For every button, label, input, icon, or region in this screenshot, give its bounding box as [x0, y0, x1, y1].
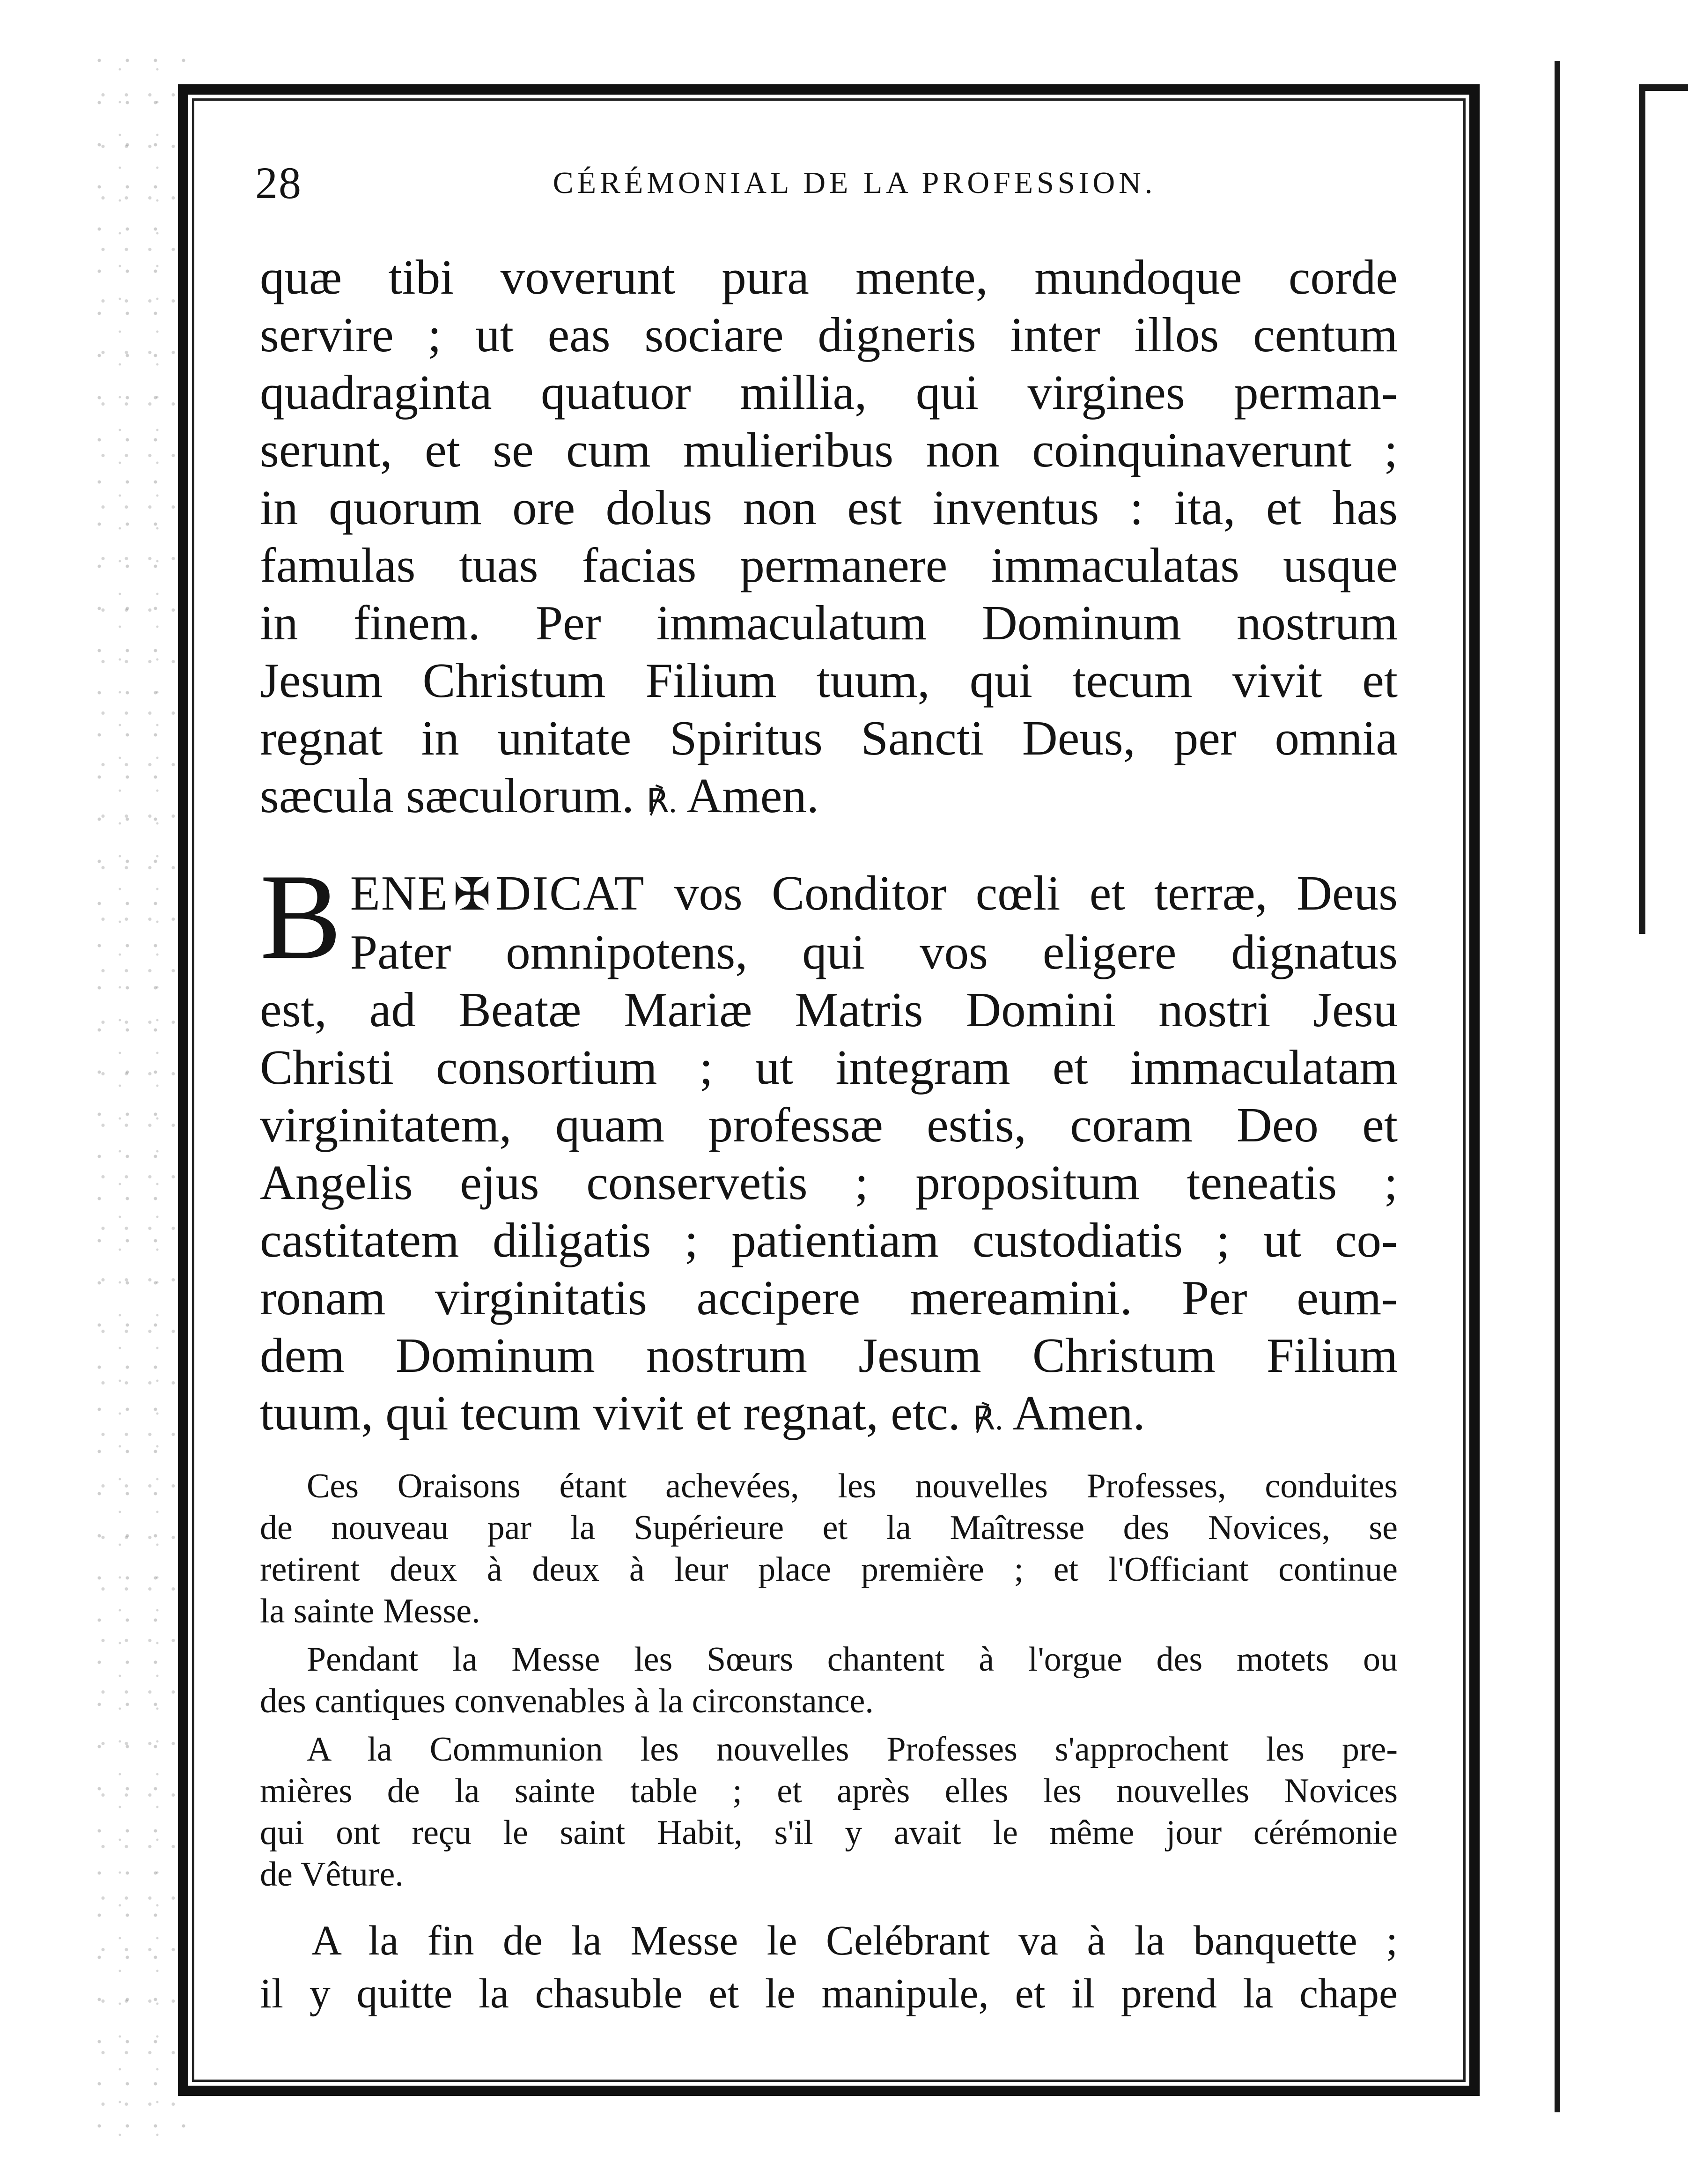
rubric-paragraph: [260, 1729, 1398, 1895]
closing-words: tuum, qui tecum vivit et regnat, etc.: [260, 1385, 960, 1440]
adjacent-page-frame: [1639, 84, 1688, 934]
scan-gutter-noise: [94, 56, 187, 2136]
text-line: Jesum Christum Filium tuum, qui tecum vivit et: [260, 653, 1398, 708]
rubric-instructions: [260, 1466, 1398, 1895]
text-line: regnat in unitate Spiritus Sancti Deus, per omnia: [260, 711, 1398, 765]
page-number: 28: [255, 158, 302, 208]
text-line-last: [260, 1384, 1398, 1448]
text-line: in quorum ore dolus non est inventus : ita, et has: [260, 480, 1398, 535]
rubric-line: retirent deux à deux à leur place première ; et l'Officiant continue: [260, 1550, 1398, 1589]
rubric-line: la sainte Messe.: [260, 1592, 480, 1630]
text-line: castitatem diligatis ; patientiam custodiatis ; ut co-: [260, 1213, 1398, 1267]
text-line: est, ad Beatæ Mariæ Matris Domini nostri Jesu: [260, 982, 1398, 1037]
rubric-line: de nouveau par la Supérieure et la Maîtresse des Novices, se: [260, 1509, 1398, 1547]
first-line-rest: vos Conditor cœli et terræ, Deus: [674, 866, 1398, 920]
cross-icon: ✠: [453, 869, 491, 919]
final-rubric: [260, 1914, 1398, 2020]
rubric-line: qui ont reçu le saint Habit, s'il y avait le même jour cérémonie: [260, 1814, 1398, 1852]
first-word-end: DICAT: [495, 866, 645, 920]
text-line: quæ tibi voverunt pura mente, mundoque corde: [260, 250, 1398, 304]
text-line: famulas tuas facias permanere immaculatas usque: [260, 538, 1398, 592]
text-line: quadraginta quatuor millia, qui virgines perman-: [260, 365, 1398, 420]
rubric-line: des cantiques convenables à la circonstance.: [260, 1682, 874, 1720]
response-mark: ℟.: [973, 1401, 1003, 1437]
blessing-paragraph: [260, 849, 1398, 1448]
rubric-line: A la Communion les nouvelles Professes s'approchent les pre-: [307, 1730, 1398, 1769]
text-line: servire ; ut eas sociare digneris inter illos centum: [260, 307, 1398, 362]
rubric-line: Ces Oraisons étant achevées, les nouvelles Professes, conduites: [307, 1467, 1398, 1505]
text-line: Pater omnipotens, qui vos eligere dignatus: [350, 925, 1398, 979]
rubric-paragraph: [260, 1466, 1398, 1632]
text-line: in finem. Per immaculatum Dominum nostrum: [260, 595, 1398, 650]
prayer-ending: [260, 248, 1398, 830]
response-mark: ℟.: [646, 784, 677, 820]
text-line: Angelis ejus conservetis ; propositum teneatis ;: [260, 1155, 1398, 1210]
page-header: [255, 157, 1393, 213]
drop-cap: B: [260, 849, 342, 985]
closing-words: sæcula sæculorum.: [260, 768, 634, 823]
rubric-line: mières de la sainte table ; et après elles les nouvelles Novices: [260, 1772, 1398, 1810]
page-body: [260, 248, 1398, 2020]
running-title: CÉRÉMONIAL DE LA PROFESSION.: [553, 166, 1157, 200]
text-line: serunt, et se cum mulieribus non coinquinaverunt ;: [260, 422, 1398, 477]
amen: Amen.: [1012, 1385, 1145, 1440]
amen: Amen.: [686, 768, 819, 823]
rubric-paragraph: [260, 1639, 1398, 1722]
text-line: [260, 864, 1398, 923]
final-line: il y quitte la chasuble et le manipule, et il prend la chape: [260, 1970, 1398, 2017]
text-line-last: [260, 767, 1398, 830]
text-line: dem Dominum nostrum Jesum Christum Filium: [260, 1328, 1398, 1383]
final-line: A la fin de la Messe le Celébrant va à la banquette ;: [311, 1917, 1398, 1964]
rubric-line: Pendant la Messe les Sœurs chantent à l'orgue des motets ou: [307, 1640, 1398, 1679]
first-word-start: ENE: [350, 866, 449, 920]
adjacent-page-edge: [1555, 61, 1560, 2112]
text-line: virginitatem, quam professæ estis, coram Deo et: [260, 1097, 1398, 1152]
text-line: Christi consortium ; ut integram et immaculatam: [260, 1040, 1398, 1095]
rubric-line: de Vêture.: [260, 1855, 404, 1894]
text-line: ronam virginitatis accipere mereamini. Per eum-: [260, 1270, 1398, 1325]
